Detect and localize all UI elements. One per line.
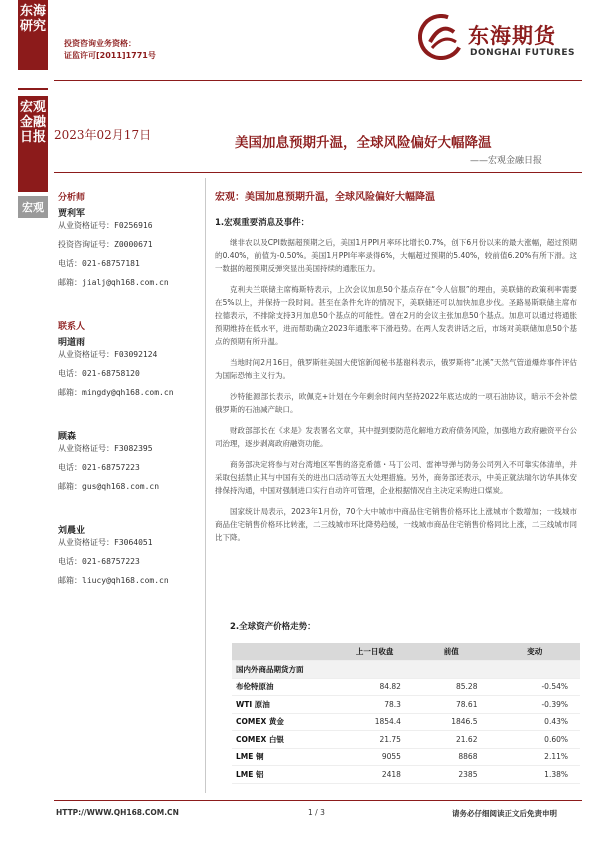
asset-change: 0.60% (489, 731, 580, 749)
contact-name: 顾森 (58, 432, 77, 442)
table-header-row (232, 643, 580, 661)
contact-phone: 电话：021-68758120 (58, 369, 140, 378)
contact-phone: 电话：021-68757223 (58, 463, 140, 472)
sidebar-divider (18, 88, 48, 90)
table-header-cell: 前值 (413, 643, 490, 661)
section-1-heading: 1.宏观重要消息及事件： (215, 218, 310, 228)
qualification-info (64, 38, 156, 62)
main-heading: 宏观：美国加息预期升温，全球风险偏好大幅降温 (215, 192, 435, 203)
news-paragraph: 当地时间2月16日，俄罗斯驻美国大使馆新闻秘书基谢科表示，俄罗斯将“北溪”天然气管道爆炸事件评估为国际恐怖主义行为。 (215, 358, 577, 380)
column-divider (205, 178, 206, 793)
news-paragraph: 继非农以及CPI数据超预期之后，美国1月PPI月率环比增长0.7%，创下6月份以来的最大涨幅，超过预期的0.40%，前值为-0.50%。美国1月PPI年率录得6%，大幅超过预期的5.40%，较前值6.20%有所下滑。这一数据的超预期反弹突显出美国持续的通胀压力。 (215, 238, 577, 273)
contact-name: 明道雨 (58, 338, 86, 348)
asset-price-table (232, 643, 580, 784)
main-column (215, 188, 577, 552)
analyst-license: 从业资格证号：F0256916 (58, 221, 153, 230)
sidebar (18, 0, 48, 842)
table-header-cell: 变动 (489, 643, 580, 661)
contact-card (58, 429, 200, 500)
asset-close: 21.75 (336, 731, 413, 749)
table-row (232, 713, 580, 731)
analyst-consult-license: 投资咨询证号：Z0000671 (58, 240, 153, 249)
analyst-email[interactable]: 邮箱：jialj@qh168.com.cn (58, 278, 169, 287)
table-header-cell: 上一日收盘 (336, 643, 413, 661)
asset-prev: 85.28 (413, 678, 490, 696)
news-paragraph: 克利夫兰联储主席梅斯特表示，上次会议加息50个基点存在“令人信服”的理由，美联储的政策利率需要在5%以上，并保持一段时间。甚至在条件允许的情况下，美联储还可以加快加息步伐。圣路易斯联储主席布拉德表示，不排除支持3月加息50个基点的可能性。曾在2月的会议主张加息50个基点。加息可以通过将通胀预期维持在低水平，进而帮助确立2023年通胀率下滑趋势。在两人发表讲话之后，市场对美联储加息50个基点的预期有所升温。 (215, 285, 577, 346)
asset-close: 1854.4 (336, 713, 413, 731)
qualification-line-1: 投资咨询业务资格： (64, 39, 136, 48)
contact-name: 刘晨业 (58, 526, 86, 536)
analyst-card (58, 206, 200, 296)
report-title: 美国加息预期升温，全球风险偏好大幅降温 (235, 135, 492, 151)
analyst-heading: 分析师 (58, 193, 86, 203)
logo-chinese-name: 东海期货 (468, 23, 556, 48)
contact-license: 从业资格证号：F3064051 (58, 538, 153, 547)
logo-mark-icon (418, 14, 464, 60)
sidebar-category-block: 宏观 (18, 196, 48, 218)
contact-phone: 电话：021-68757223 (58, 557, 140, 566)
disclaimer-note: 请务必仔细阅读正文后免责申明 (452, 809, 557, 818)
analyst-phone: 电话：021-68757181 (58, 259, 140, 268)
qualification-line-2: 证监许可[2011]1771号 (64, 51, 156, 60)
analyst-name: 贾利军 (58, 209, 86, 219)
news-paragraph: 国家统计局表示，2023年1月份，70个大中城市中商品住宅销售价格环比上涨城市个数增加；一线城市商品住宅销售价格环比转涨，二三线城市环比降势趋缓，一线城市商品住宅销售价格同比上涨，二三线城市同比下降。 (215, 507, 577, 542)
logo-english-name: DONGHAI FUTURES (470, 48, 575, 58)
report-date: 2023年02月17日 (54, 128, 152, 142)
contact-email[interactable]: 邮箱：gus@qh168.com.cn (58, 482, 160, 491)
asset-name: LME 铜 (232, 748, 336, 766)
asset-change: 1.38% (489, 766, 580, 784)
asset-change: 0.43% (489, 713, 580, 731)
asset-prev: 78.61 (413, 696, 490, 714)
asset-prev: 1846.5 (413, 713, 490, 731)
company-logo (418, 12, 583, 72)
table-header-cell (232, 643, 336, 661)
table-group-label: 国内外商品期货方面 (232, 661, 580, 679)
table-row (232, 678, 580, 696)
contacts-column (58, 190, 200, 617)
contact-card (58, 523, 200, 594)
section-2-heading: 2.全球资产价格走势： (230, 622, 316, 632)
contact-email[interactable]: 邮箱：mingdy@qh168.com.cn (58, 388, 174, 397)
title-rule (54, 172, 582, 173)
asset-prev: 21.62 (413, 731, 490, 749)
table-row (232, 731, 580, 749)
news-paragraph: 财政部部长在《求是》发表署名文章，其中提到要防范化解地方政府债务风险，加强地方政府融资平台公司治理，逐步剥离政府融资功能。 (215, 426, 577, 448)
asset-prev: 8868 (413, 748, 490, 766)
asset-prev: 2385 (413, 766, 490, 784)
asset-change: -0.54% (489, 678, 580, 696)
contact-heading: 联系人 (58, 322, 86, 332)
contact-email[interactable]: 邮箱：liucy@qh168.com.cn (58, 576, 169, 585)
sidebar-brand-block: 东海研究 (18, 0, 48, 70)
asset-name: 布伦特原油 (232, 678, 336, 696)
contact-card (58, 335, 200, 406)
news-paragraph: 沙特能源部长表示，欧佩克+计划在今年剩余时间内坚持2022年底达成的一项石油协议，暗示不会补偿俄罗斯的石油减产缺口。 (215, 392, 577, 414)
footer-rule (54, 800, 582, 801)
table-row (232, 748, 580, 766)
asset-name: COMEX 白银 (232, 731, 336, 749)
news-paragraph: 商务部决定将参与对台湾地区军售的洛克希德・马丁公司、雷神导弹与防务公司列入不可靠实体清单，并采取包括禁止其与中国有关的进出口活动等五大处理措施。另外，商务部还表示，中美正就法瑞尔访华具体安排保持沟通，中国对强制进口实行自动许可管理，企业根据情况自主决定采购进口煤炭。 (215, 460, 577, 495)
asset-name: LME 铝 (232, 766, 336, 784)
asset-change: 2.11% (489, 748, 580, 766)
asset-close: 2418 (336, 766, 413, 784)
page-number: 1 / 3 (308, 808, 325, 817)
contact-license: 从业资格证号：F03092124 (58, 350, 158, 359)
table-row (232, 766, 580, 784)
table-row (232, 696, 580, 714)
asset-name: COMEX 黄金 (232, 713, 336, 731)
sidebar-report-type-block: 宏观金融日报 (18, 96, 48, 192)
asset-close: 9055 (336, 748, 413, 766)
contact-license: 从业资格证号：F3082395 (58, 444, 153, 453)
asset-close: 78.3 (336, 696, 413, 714)
table-group-row (232, 661, 580, 679)
asset-name: WTI 原油 (232, 696, 336, 714)
footer-website-link[interactable]: HTTP://WWW.QH168.COM.CN (56, 808, 179, 817)
asset-close: 84.82 (336, 678, 413, 696)
report-subtitle: ——宏观金融日报 (470, 156, 543, 166)
asset-change: -0.39% (489, 696, 580, 714)
header-rule (54, 80, 582, 81)
